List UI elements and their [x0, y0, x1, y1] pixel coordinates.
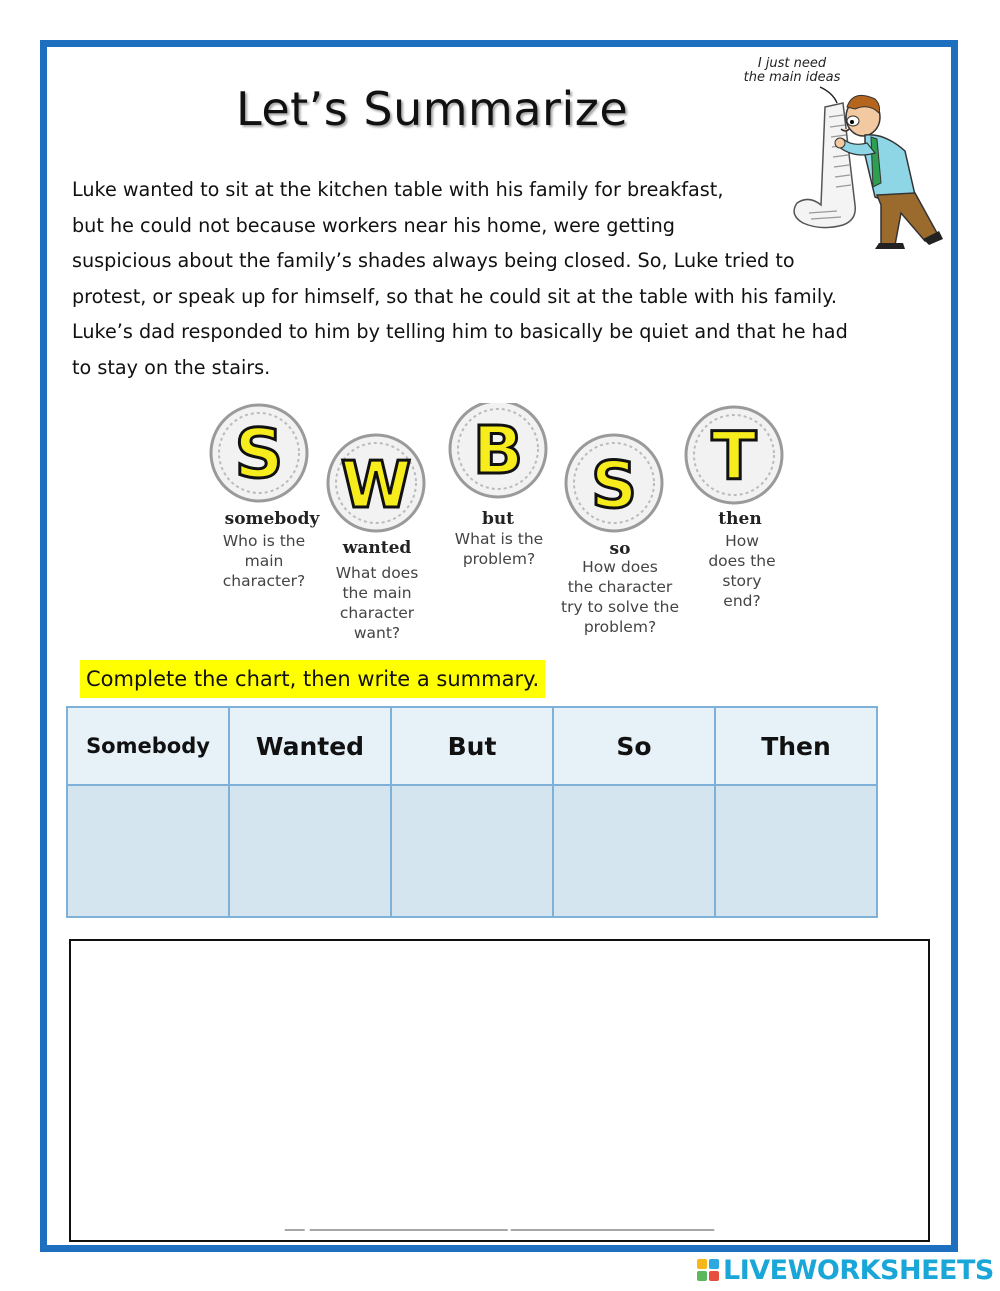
passage-line: Luke’s dad responded to him by telling him to basically be quiet and that he had [72, 320, 848, 344]
question-line: end? [723, 592, 761, 610]
coin-b-but [450, 403, 546, 497]
swbst-question-but [444, 529, 554, 569]
swbst-word-wanted: wanted [342, 538, 412, 558]
answer-cell-so[interactable] [553, 785, 715, 917]
question-line: How does [582, 558, 658, 576]
coin-letter: T [711, 418, 757, 495]
question-line: character [339, 604, 415, 622]
swbst-word-so: so [609, 539, 631, 559]
chart-header-then: Then [715, 707, 877, 785]
logo-blocks-icon [697, 1259, 719, 1281]
question-line: What is the [454, 530, 544, 548]
summary-writing-line [71, 1229, 928, 1231]
answer-cell-but[interactable] [391, 785, 553, 917]
question-line: story [722, 572, 762, 590]
summary-text-box[interactable] [69, 939, 930, 1242]
swbst-chart [66, 706, 878, 918]
swbst-word-somebody: somebody [224, 509, 320, 529]
coin-letter: B [472, 412, 524, 489]
question-line: Who is the [222, 532, 306, 550]
swbst-word-then: then [718, 509, 762, 529]
swbst-word-but: but [481, 509, 515, 529]
question-line: character? [222, 572, 306, 590]
question-line: main [244, 552, 284, 570]
cartoon-caption-line-1: I just need [757, 56, 827, 71]
question-line: What does [335, 564, 419, 582]
coin-t-then [686, 407, 782, 503]
question-line: How [725, 532, 759, 550]
coin-letter: S [234, 415, 284, 494]
coin-letter: S [590, 449, 638, 523]
coin-w-wanted [328, 435, 424, 531]
chart-header-somebody: Somebody [67, 707, 229, 785]
page-title: Let’s Summarize [236, 82, 629, 136]
question-line: try to solve the [561, 598, 679, 616]
coin-s-so [566, 435, 662, 531]
swbst-question-wanted [322, 563, 432, 643]
swbst-question-so [550, 557, 690, 637]
swbst-question-somebody [204, 531, 324, 591]
chart-answer-row [67, 785, 877, 917]
answer-cell-wanted[interactable] [229, 785, 391, 917]
passage-line: suspicious about the family’s shades always being closed. So, Luke tried to [72, 249, 795, 273]
question-line: want? [353, 624, 401, 642]
coin-letter: W [340, 449, 412, 523]
question-line: does the [708, 552, 776, 570]
passage-line: protest, or speak up for himself, so that he could sit at the table with his family. [72, 284, 837, 308]
chart-header-row [67, 707, 877, 785]
brand-name: LIVEWORKSHEETS [723, 1254, 994, 1286]
chart-header-but: But [391, 707, 553, 785]
swbst-question-then [692, 531, 792, 611]
question-line: problem? [583, 618, 657, 636]
passage-line: but he could not because workers near his home, were getting [72, 213, 675, 237]
chart-header-so: So [553, 707, 715, 785]
question-line: the main [342, 584, 412, 602]
cartoon-caption-line-2: the main ideas [743, 70, 841, 85]
question-line: problem? [462, 550, 536, 568]
story-passage [72, 172, 922, 386]
instruction-highlight: Complete the chart, then write a summary. [80, 660, 545, 698]
chart-header-wanted: Wanted [229, 707, 391, 785]
passage-line: to stay on the stairs. [72, 355, 271, 379]
answer-cell-then[interactable] [715, 785, 877, 917]
passage-line: Luke wanted to sit at the kitchen table with his family for breakfast, [72, 178, 724, 201]
question-line: the character [567, 578, 673, 596]
answer-cell-somebody[interactable] [67, 785, 229, 917]
coin-s-somebody [211, 405, 307, 501]
swbst-graphic [204, 403, 794, 653]
liveworksheets-logo [697, 1254, 994, 1286]
